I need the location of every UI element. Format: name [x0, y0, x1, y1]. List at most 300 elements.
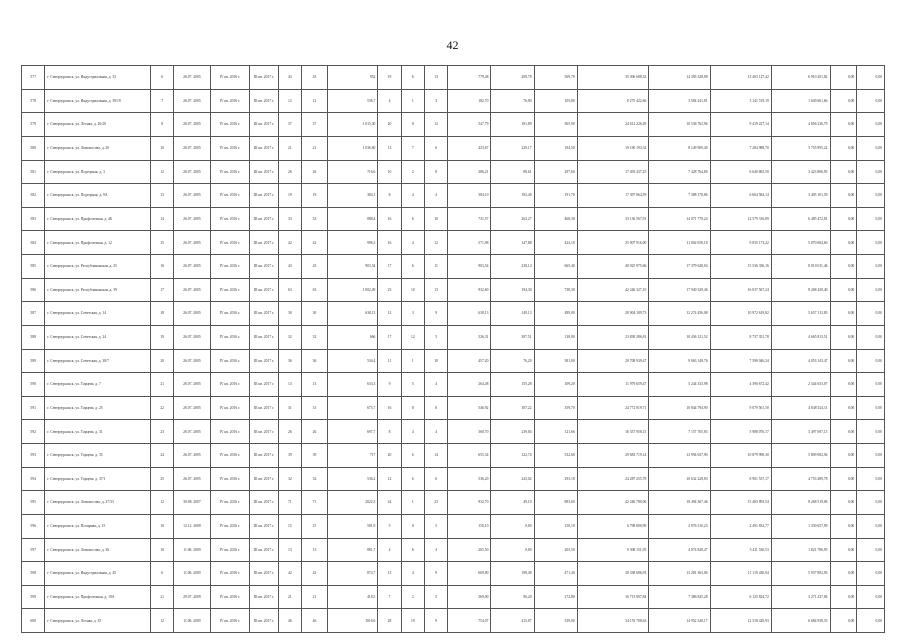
local-budget-cell: 1 649 661,66: [771, 89, 830, 113]
relocation-deadline-cell: III кв. 2017 г.: [249, 113, 278, 137]
rooms-private-cell: 4: [424, 538, 447, 562]
regional-budget-cell: 10 879 998,30: [710, 444, 771, 468]
living-area-municipal-cell: 155,28: [491, 373, 534, 397]
rooms-municipal-cell: 8: [401, 113, 424, 137]
living-area-municipal-cell: 49,10: [491, 491, 534, 515]
rooms-municipal-cell: 7: [401, 136, 424, 160]
other-funds-cell: 0,00: [857, 89, 885, 113]
total-cost-cell: 24 287 255,78: [577, 467, 649, 491]
rooms-private-cell: 11: [424, 255, 447, 279]
row-number: 593: [22, 444, 45, 468]
extra-funds-cell: 0,00: [830, 562, 857, 586]
local-budget-cell: 4 665 813,51: [771, 325, 830, 349]
table-row: [22, 278, 885, 302]
building-area-cell: 2022,5: [328, 491, 378, 515]
rooms-private-cell: 5: [424, 514, 447, 538]
rooms-municipal-cell: 4: [401, 184, 424, 208]
table-row: [22, 255, 885, 279]
building-area-cell: 384,1: [328, 184, 378, 208]
fund-share-cell: 10 844 794,90: [649, 396, 710, 420]
local-budget-cell: 6 684 938,53: [771, 609, 830, 633]
building-area-cell: 418,5: [328, 585, 378, 609]
living-area-total-cell: 932,70: [448, 491, 491, 515]
living-area-total-cell: 903,54: [448, 255, 491, 279]
rooms-municipal-cell: 3: [401, 302, 424, 326]
local-budget-cell: 5 657 113,83: [771, 302, 830, 326]
decision-date-cell: 26.07. 2005: [173, 349, 210, 373]
rooms-municipal-cell: 4: [401, 420, 424, 444]
sequence-cell: 21: [151, 373, 173, 397]
regional-budget-cell: 12 579 316,89: [710, 207, 771, 231]
total-cost-cell: 11 979 659,47: [577, 373, 649, 397]
planned-relocation-cell: IV кв. 2016 г.: [210, 444, 249, 468]
other-funds-cell: 0,00: [857, 136, 885, 160]
fund-share-cell: 17 379 628,04: [649, 255, 710, 279]
decision-date-cell: 12.12. 2008: [173, 514, 210, 538]
table-row: [22, 184, 885, 208]
rooms-municipal-cell: 6: [401, 538, 424, 562]
rooms-municipal-cell: 8: [401, 396, 424, 420]
other-funds-cell: 0,00: [857, 113, 885, 137]
total-cost-cell: 25 907 916,00: [577, 231, 649, 255]
rooms-municipal-cell: 10: [401, 278, 424, 302]
building-area-cell: 952: [328, 66, 378, 90]
decision-date-cell: 26.07. 2005: [173, 184, 210, 208]
regional-budget-cell: 9 835 173,22: [710, 231, 771, 255]
building-area-cell: 716,6: [328, 160, 378, 184]
other-funds-cell: 0,00: [857, 302, 885, 326]
extra-funds-cell: 0,00: [830, 373, 857, 397]
residents-relocated-cell: 39: [301, 444, 328, 468]
other-funds-cell: 0,00: [857, 467, 885, 491]
planned-relocation-cell: IV кв. 2016 г.: [210, 373, 249, 397]
relocation-deadline-cell: III кв. 2017 г.: [249, 231, 278, 255]
total-cost-cell: 6 798 800,99: [577, 514, 649, 538]
extra-funds-cell: 0,00: [830, 609, 857, 633]
local-budget-cell: 6 485 472,81: [771, 207, 830, 231]
row-number: 596: [22, 514, 45, 538]
decision-date-cell: 26.07. 2005: [173, 89, 210, 113]
decision-date-cell: 30.08. 2007: [173, 491, 210, 515]
rooms-municipal-cell: 2: [401, 585, 424, 609]
decision-date-cell: 11.06. 2009: [173, 609, 210, 633]
rooms-total-cell: 7: [378, 585, 401, 609]
relocation-deadline-cell: III кв. 2017 г.: [249, 538, 278, 562]
living-area-total-cell: 384,10: [448, 184, 491, 208]
row-number: 587: [22, 302, 45, 326]
residents-count-cell: 71: [279, 491, 301, 515]
sequence-cell: 6: [151, 562, 173, 586]
rooms-municipal-cell: 6: [401, 207, 424, 231]
row-number: 590: [22, 373, 45, 397]
local-budget-cell: 5 937 892,93: [771, 562, 830, 586]
living-area-municipal-cell: 88,61: [491, 160, 534, 184]
extra-funds-cell: 0,00: [830, 89, 857, 113]
address-cell: г. Североуральск, ул. Индустриальная, д. 45: [45, 562, 151, 586]
other-funds-cell: 0,00: [857, 184, 885, 208]
rooms-private-cell: 23: [424, 491, 447, 515]
rooms-private-cell: 4: [424, 420, 447, 444]
rooms-private-cell: 9: [424, 562, 447, 586]
other-funds-cell: 0,00: [857, 585, 885, 609]
residents-relocated-cell: 26: [301, 160, 328, 184]
local-budget-cell: 4 753 489,78: [771, 467, 830, 491]
total-cost-cell: 28 904 189,73: [577, 302, 649, 326]
extra-funds-cell: 0,00: [830, 302, 857, 326]
row-number: 585: [22, 255, 45, 279]
local-budget-cell: 3 405 101,59: [771, 184, 830, 208]
residents-count-cell: 12: [279, 89, 301, 113]
address-cell: г. Североуральск, ул. Ломоносова, д. 36: [45, 538, 151, 562]
total-cost-cell: 30 338 686,93: [577, 562, 649, 586]
living-area-municipal-cell: 0,00: [491, 538, 534, 562]
living-area-total-cell: 536,20: [448, 467, 491, 491]
table-row: [22, 302, 885, 326]
residents-count-cell: 46: [279, 609, 301, 633]
residents-relocated-cell: 36: [301, 349, 328, 373]
planned-relocation-cell: IV кв. 2016 г.: [210, 585, 249, 609]
rooms-private-cell: 6: [424, 136, 447, 160]
extra-funds-cell: 0,00: [830, 396, 857, 420]
rooms-private-cell: 3: [424, 89, 447, 113]
living-area-total-cell: 423,67: [448, 136, 491, 160]
fund-share-cell: 2 976 310,23: [649, 514, 710, 538]
row-number: 586: [22, 278, 45, 302]
living-area-private-cell: 121,66: [534, 420, 577, 444]
building-area-cell: 874,7: [328, 562, 378, 586]
living-area-private-cell: 339,00: [534, 609, 577, 633]
building-area-cell: 633,3: [328, 373, 378, 397]
rooms-municipal-cell: 1: [401, 349, 424, 373]
table-row: [22, 160, 885, 184]
extra-funds-cell: 0,00: [830, 66, 857, 90]
building-area-cell: 1 002,49: [328, 278, 378, 302]
fund-share-cell: 14 071 778,24: [649, 207, 710, 231]
table-row: [22, 349, 885, 373]
planned-relocation-cell: IV кв. 2016 г.: [210, 562, 249, 586]
decision-date-cell: 26.07. 2005: [173, 396, 210, 420]
decision-date-cell: 26.07. 2005: [173, 231, 210, 255]
living-area-private-cell: 109,20: [534, 373, 577, 397]
other-funds-cell: 0,00: [857, 491, 885, 515]
rooms-total-cell: 20: [378, 113, 401, 137]
residents-relocated-cell: 21: [301, 585, 328, 609]
regional-budget-cell: 3 411 536,53: [710, 538, 771, 562]
total-cost-cell: 9 308 151,95: [577, 538, 649, 562]
sequence-cell: 23: [151, 420, 173, 444]
living-area-municipal-cell: 198,40: [491, 562, 534, 586]
address-cell: г. Североуральск, ул. Советская, д. 38/7: [45, 349, 151, 373]
living-area-total-cell: 182,70: [448, 89, 491, 113]
regional-budget-cell: 8 901 537,17: [710, 467, 771, 491]
residents-relocated-cell: 13: [301, 373, 328, 397]
building-area-cell: 581,9: [328, 514, 378, 538]
table-row: [22, 514, 885, 538]
living-area-total-cell: 571,98: [448, 231, 491, 255]
other-funds-cell: 0,00: [857, 538, 885, 562]
local-budget-cell: 1 330 657,99: [771, 514, 830, 538]
residents-relocated-cell: 32: [301, 467, 328, 491]
total-cost-cell: 24 612 226,49: [577, 113, 649, 137]
residents-count-cell: 39: [279, 444, 301, 468]
total-cost-cell: 29 683 719,14: [577, 444, 649, 468]
rooms-total-cell: 12: [378, 467, 401, 491]
relocation-deadline-cell: III кв. 2017 г.: [249, 89, 278, 113]
fund-share-cell: 12 994 637,90: [649, 444, 710, 468]
planned-relocation-cell: IV кв. 2016 г.: [210, 396, 249, 420]
rooms-private-cell: 12: [424, 231, 447, 255]
row-number: 578: [22, 89, 45, 113]
sequence-cell: 15: [151, 231, 173, 255]
address-cell: г. Североуральск, ул. Торцева, д. 35: [45, 444, 151, 468]
regional-budget-cell: 9 079 501,50: [710, 396, 771, 420]
building-area-cell: 697,7: [328, 420, 378, 444]
total-cost-cell: 35 306 688,32: [577, 66, 649, 90]
sequence-cell: 24: [151, 444, 173, 468]
row-number: 598: [22, 562, 45, 586]
residents-relocated-cell: 26: [301, 420, 328, 444]
extra-funds-cell: 0,00: [830, 160, 857, 184]
rooms-total-cell: 9: [378, 373, 401, 397]
planned-relocation-cell: IV кв. 2016 г.: [210, 113, 249, 137]
building-area-cell: 666: [328, 325, 378, 349]
building-area-cell: 996,3: [328, 231, 378, 255]
row-number: 599: [22, 585, 45, 609]
rooms-total-cell: 20: [378, 444, 401, 468]
planned-relocation-cell: IV кв. 2016 г.: [210, 538, 249, 562]
residents-count-cell: 43: [279, 66, 301, 90]
table-row: [22, 89, 885, 113]
extra-funds-cell: 0,00: [830, 325, 857, 349]
living-area-private-cell: 150,10: [534, 514, 577, 538]
building-area-cell: 534,4: [328, 349, 378, 373]
rooms-total-cell: 16: [378, 396, 401, 420]
sequence-cell: 13: [151, 184, 173, 208]
living-area-total-cell: 526,31: [448, 325, 491, 349]
living-area-private-cell: 191,70: [534, 184, 577, 208]
address-cell: г. Североуральск, ул. Подгорная, д. 3: [45, 160, 151, 184]
rooms-municipal-cell: 1: [401, 491, 424, 515]
decision-date-cell: 26.07. 2005: [173, 420, 210, 444]
local-budget-cell: 3 423 806,95: [771, 160, 830, 184]
table-row: [22, 136, 885, 160]
row-number: 589: [22, 349, 45, 373]
living-area-municipal-cell: 76,20: [491, 349, 534, 373]
table-row: [22, 373, 885, 397]
regional-budget-cell: 4 390 672,42: [710, 373, 771, 397]
rooms-private-cell: 13: [424, 278, 447, 302]
address-cell: г. Североуральск, ул. Профсоюзная, д. 12: [45, 231, 151, 255]
rooms-private-cell: 10: [424, 349, 447, 373]
rooms-total-cell: 24: [378, 491, 401, 515]
living-area-private-cell: 105,80: [534, 89, 577, 113]
total-cost-cell: 17 493 437,25: [577, 160, 649, 184]
decision-date-cell: 26.07. 2005: [173, 373, 210, 397]
living-area-private-cell: 272,80: [534, 585, 577, 609]
local-budget-cell: 5 809 082,94: [771, 444, 830, 468]
rooms-total-cell: 5: [378, 514, 401, 538]
row-number: 584: [22, 231, 45, 255]
relocation-deadline-cell: III кв. 2017 г.: [249, 514, 278, 538]
relocation-deadline-cell: III кв. 2017 г.: [249, 184, 278, 208]
fund-share-cell: 7 388 178,86: [649, 184, 710, 208]
residents-count-cell: 33: [279, 207, 301, 231]
sequence-cell: 10: [151, 514, 173, 538]
sequence-cell: 22: [151, 396, 173, 420]
total-cost-cell: 8 275 422,66: [577, 89, 649, 113]
fund-share-cell: 9 063 149,76: [649, 349, 710, 373]
living-area-municipal-cell: 96,20: [491, 585, 534, 609]
relocation-deadline-cell: III кв. 2017 г.: [249, 585, 278, 609]
rooms-private-cell: 14: [424, 444, 447, 468]
planned-relocation-cell: IV кв. 2016 г.: [210, 514, 249, 538]
fund-share-cell: 7 157 765,83: [649, 420, 710, 444]
row-number: 583: [22, 207, 45, 231]
rooms-municipal-cell: 6: [401, 444, 424, 468]
living-area-total-cell: 731,57: [448, 207, 491, 231]
residents-relocated-cell: 43: [301, 66, 328, 90]
building-area-cell: 638,13: [328, 302, 378, 326]
sequence-cell: 12: [151, 491, 173, 515]
address-cell: г. Североуральск, ул. Торцева, д. 25: [45, 396, 151, 420]
decision-date-cell: 26.07. 2005: [173, 66, 210, 90]
decision-date-cell: 26.07. 2005: [173, 302, 210, 326]
housing-register-table: [21, 65, 885, 633]
table-row: [22, 444, 885, 468]
rooms-total-cell: 11: [378, 349, 401, 373]
living-area-municipal-cell: 263,27: [491, 207, 534, 231]
fund-share-cell: 14 393 328,98: [649, 66, 710, 90]
residents-relocated-cell: 43: [301, 255, 328, 279]
sequence-cell: 14: [151, 207, 173, 231]
living-area-private-cell: 138,80: [534, 325, 577, 349]
extra-funds-cell: 0,00: [830, 538, 857, 562]
other-funds-cell: 0,00: [857, 514, 885, 538]
sequence-cell: 10: [151, 136, 173, 160]
residents-count-cell: 15: [279, 514, 301, 538]
living-area-private-cell: 468,30: [534, 207, 577, 231]
rooms-total-cell: 19: [378, 66, 401, 90]
address-cell: г. Североуральск, ул. Профсоюзная, д. 10А: [45, 585, 151, 609]
residents-count-cell: 42: [279, 562, 301, 586]
regional-budget-cell: 10 972 619,82: [710, 302, 771, 326]
residents-count-cell: 19: [279, 184, 301, 208]
regional-budget-cell: 11 119 430,94: [710, 562, 771, 586]
address-cell: г. Североуральск, ул. Ломоносова, д. 20: [45, 136, 151, 160]
building-area-cell: 1018,6: [328, 609, 378, 633]
living-area-municipal-cell: 387,51: [491, 325, 534, 349]
living-area-private-cell: 665,40: [534, 255, 577, 279]
other-funds-cell: 0,00: [857, 207, 885, 231]
living-area-private-cell: 738,30: [534, 278, 577, 302]
planned-relocation-cell: IV кв. 2016 г.: [210, 136, 249, 160]
fund-share-cell: 18 494 367,46: [649, 491, 710, 515]
other-funds-cell: 0,00: [857, 420, 885, 444]
living-area-private-cell: 293,18: [534, 467, 577, 491]
relocation-deadline-cell: III кв. 2017 г.: [249, 373, 278, 397]
residents-count-cell: 31: [279, 396, 301, 420]
rooms-private-cell: 4: [424, 184, 447, 208]
other-funds-cell: 0,00: [857, 373, 885, 397]
rooms-private-cell: 9: [424, 302, 447, 326]
residents-count-cell: 63: [279, 278, 301, 302]
relocation-deadline-cell: III кв. 2017 г.: [249, 609, 278, 633]
living-area-municipal-cell: 415,07: [491, 609, 534, 633]
fund-share-cell: 3 584 241,81: [649, 89, 710, 113]
sequence-cell: 16: [151, 255, 173, 279]
fund-share-cell: 10 536 762,96: [649, 113, 710, 137]
planned-relocation-cell: IV кв. 2016 г.: [210, 302, 249, 326]
table-row: [22, 420, 885, 444]
rooms-private-cell: 10: [424, 207, 447, 231]
building-area-cell: 717: [328, 444, 378, 468]
residents-relocated-cell: 46: [301, 609, 328, 633]
rooms-municipal-cell: 12: [401, 325, 424, 349]
relocation-deadline-cell: III кв. 2017 г.: [249, 491, 278, 515]
regional-budget-cell: 2 491 832,77: [710, 514, 771, 538]
living-area-municipal-cell: 76,90: [491, 89, 534, 113]
address-cell: г. Североуральск, ул. Ломоносова, д. 27/33: [45, 491, 151, 515]
decision-date-cell: 11.06. 2009: [173, 562, 210, 586]
extra-funds-cell: 0,00: [830, 491, 857, 515]
sequence-cell: 12: [151, 160, 173, 184]
residents-relocated-cell: 71: [301, 491, 328, 515]
row-number: 582: [22, 184, 45, 208]
living-area-municipal-cell: 209,78: [491, 66, 534, 90]
address-cell: г. Североуральск, ул. Республиканская, д. 25: [45, 255, 151, 279]
extra-funds-cell: 0,00: [830, 349, 857, 373]
rooms-municipal-cell: 2: [401, 160, 424, 184]
living-area-total-cell: 546,92: [448, 396, 491, 420]
sequence-cell: 17: [151, 278, 173, 302]
total-cost-cell: 42 246 780,06: [577, 491, 649, 515]
fund-share-cell: 17 940 329,46: [649, 278, 710, 302]
local-budget-cell: 3 755 895,22: [771, 136, 830, 160]
living-area-private-cell: 205,50: [534, 538, 577, 562]
rooms-municipal-cell: 6: [401, 66, 424, 90]
relocation-deadline-cell: III кв. 2017 г.: [249, 207, 278, 231]
planned-relocation-cell: IV кв. 2016 г.: [210, 467, 249, 491]
rooms-private-cell: 8: [424, 396, 447, 420]
regional-budget-cell: 8 737 351,78: [710, 325, 771, 349]
planned-relocation-cell: IV кв. 2016 г.: [210, 420, 249, 444]
rooms-total-cell: 4: [378, 538, 401, 562]
living-area-private-cell: 471,40: [534, 562, 577, 586]
planned-relocation-cell: IV кв. 2016 г.: [210, 66, 249, 90]
extra-funds-cell: 0,00: [830, 278, 857, 302]
total-cost-cell: 23 839 286,81: [577, 325, 649, 349]
building-area-cell: 536,7: [328, 89, 378, 113]
other-funds-cell: 0,00: [857, 160, 885, 184]
extra-funds-cell: 0,00: [830, 184, 857, 208]
relocation-deadline-cell: III кв. 2017 г.: [249, 325, 278, 349]
table-row: [22, 113, 885, 137]
rooms-total-cell: 10: [378, 160, 401, 184]
residents-relocated-cell: 37: [301, 113, 328, 137]
other-funds-cell: 0,00: [857, 255, 885, 279]
fund-share-cell: 12 274 456,08: [649, 302, 710, 326]
building-area-cell: 1 036,60: [328, 136, 378, 160]
regional-budget-cell: 9 419 227,14: [710, 113, 771, 137]
residents-relocated-cell: 13: [301, 538, 328, 562]
relocation-deadline-cell: III кв. 2017 г.: [249, 349, 278, 373]
rooms-private-cell: 6: [424, 467, 447, 491]
address-cell: г. Североуральск, ул. Профсоюзная, д. 4Б: [45, 207, 151, 231]
row-number: 579: [22, 113, 45, 137]
living-area-total-cell: 655,34: [448, 444, 491, 468]
rooms-total-cell: 13: [378, 562, 401, 586]
residents-count-cell: 26: [279, 160, 301, 184]
